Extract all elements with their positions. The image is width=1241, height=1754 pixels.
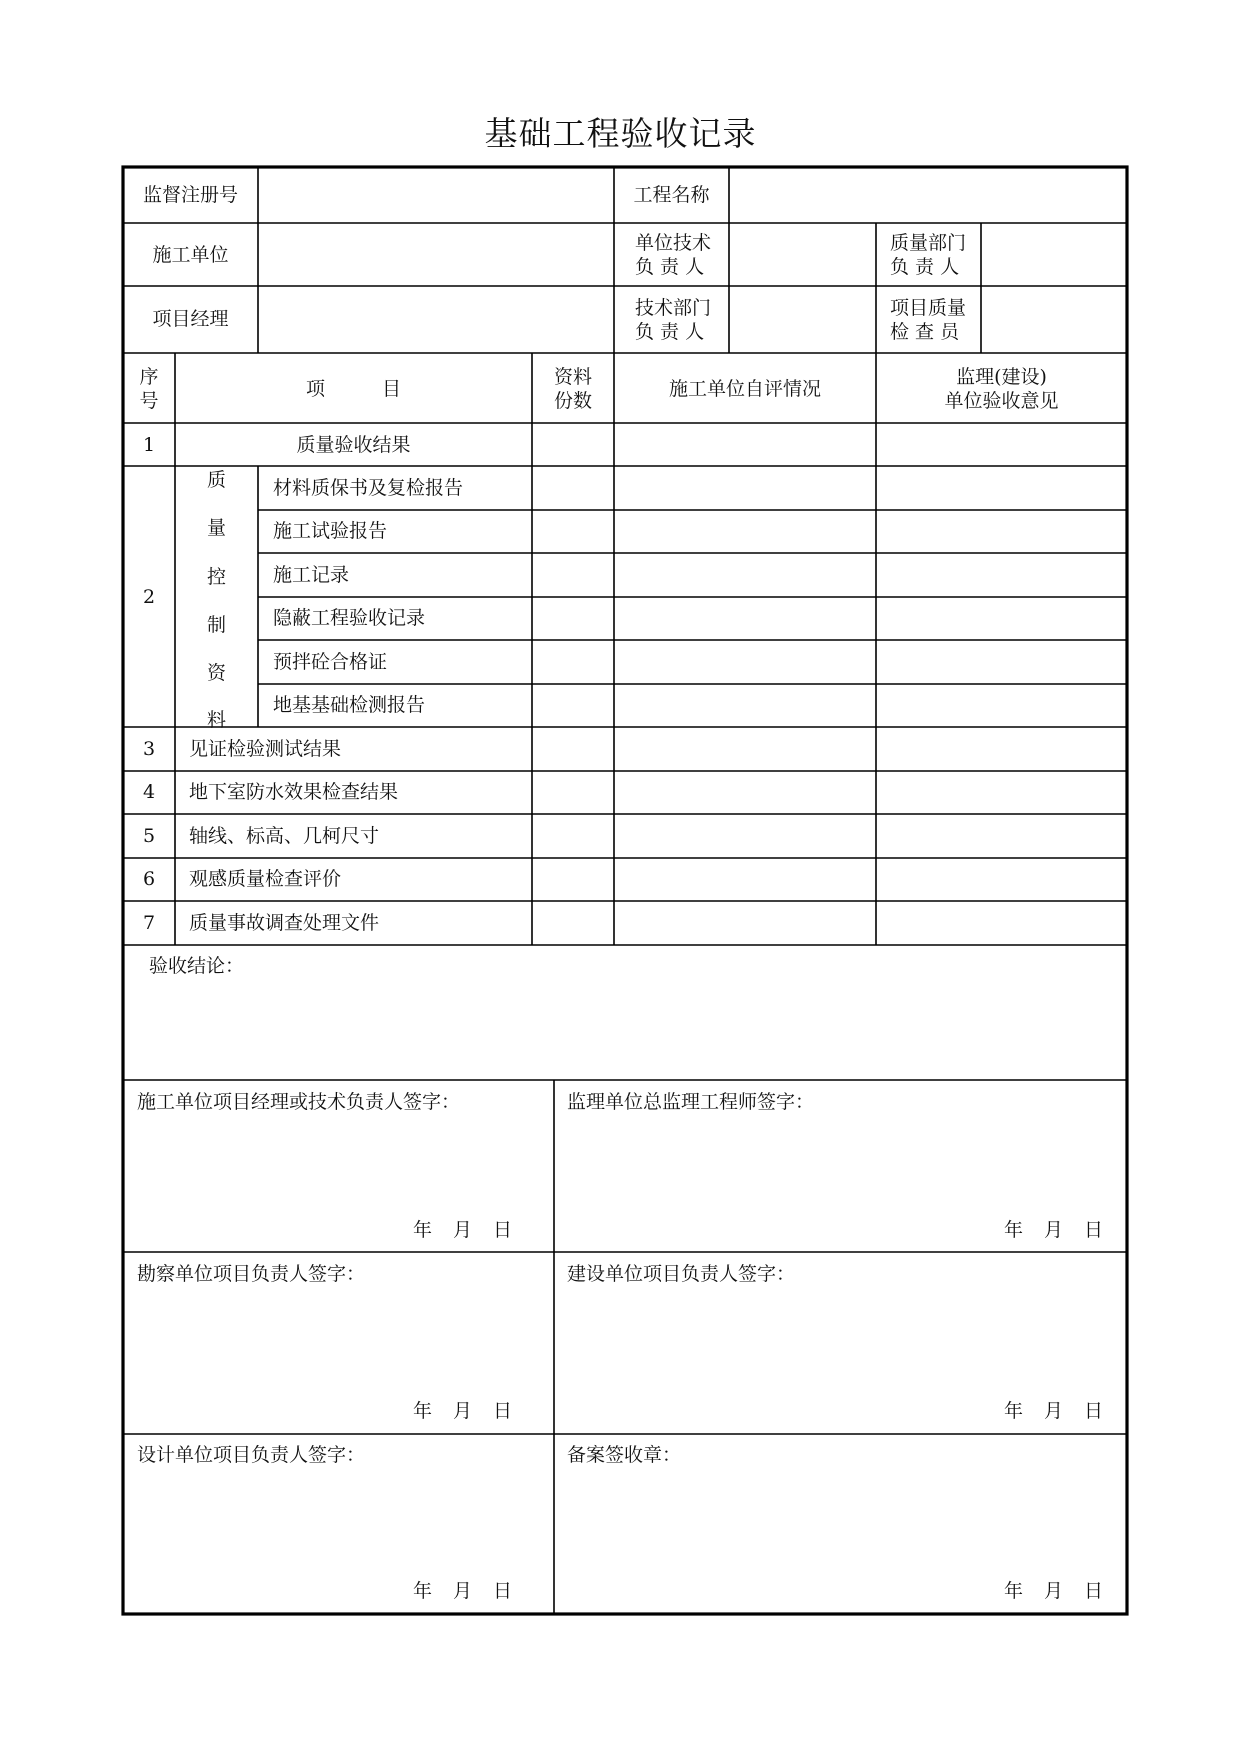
reg-no-label: 监督注册号 — [142, 184, 238, 206]
tech-lead-label-1: 单位技术 — [635, 232, 712, 254]
group2-label-char: 控 — [206, 566, 226, 588]
group2-item: 材料质保书及复检报告 — [273, 477, 464, 499]
row-no: 3 — [142, 738, 156, 760]
tech-dept-lead-label-2: 负 责 人 — [635, 321, 705, 343]
row-no: 5 — [142, 825, 156, 847]
signature-owner-label: 建设单位项目负责人签字： — [567, 1263, 796, 1285]
col-self-eval: 施工单位自评情况 — [668, 378, 821, 400]
date-month: 月 — [453, 1219, 473, 1241]
date-year: 年 — [1004, 1580, 1024, 1602]
constructor-label: 施工单位 — [152, 244, 229, 266]
quality-dept-lead-label-2: 负 责 人 — [890, 256, 960, 278]
row-item: 见证检验测试结果 — [189, 738, 342, 760]
date-day: 日 — [1084, 1580, 1104, 1602]
col-item: 项 目 — [305, 378, 401, 400]
date-year: 年 — [413, 1400, 433, 1422]
row-item: 质量事故调查处理文件 — [189, 912, 380, 934]
col-copies-2: 份数 — [553, 390, 592, 412]
date-month: 月 — [1044, 1580, 1064, 1602]
date-day: 日 — [493, 1219, 513, 1241]
date-month: 月 — [453, 1580, 473, 1602]
col-seq-2: 号 — [139, 390, 159, 412]
conclusion-label: 验收结论： — [149, 955, 245, 977]
col-seq-1: 序 — [139, 366, 159, 388]
tech-dept-lead-label-1: 技术部门 — [635, 297, 712, 319]
date-day: 日 — [1084, 1400, 1104, 1422]
group2-label-char: 制 — [206, 614, 226, 636]
col-copies-1: 资料 — [553, 366, 592, 388]
signature-supervisor-label: 监理单位总监理工程师签字： — [567, 1091, 815, 1113]
col-supervisor-2: 单位验收意见 — [944, 390, 1059, 412]
row-item: 观感质量检查评价 — [189, 868, 342, 890]
group2-label-char: 料 — [206, 709, 226, 731]
group2-label-char: 质 — [206, 469, 226, 491]
row-no: 7 — [142, 912, 156, 934]
filing-stamp-label: 备案签收章： — [567, 1444, 682, 1466]
row-no: 6 — [142, 868, 156, 890]
signature-design-label: 设计单位项目负责人签字： — [137, 1444, 366, 1466]
group2-no: 2 — [142, 586, 156, 608]
page-title: 基础工程验收记录 — [484, 114, 757, 153]
group2-item: 隐蔽工程验收记录 — [273, 607, 426, 629]
date-day: 日 — [493, 1580, 513, 1602]
group2-item: 施工记录 — [273, 564, 350, 586]
col-supervisor-1: 监理(建设) — [956, 366, 1047, 388]
date-year: 年 — [413, 1580, 433, 1602]
row-item: 轴线、标高、几柯尺寸 — [189, 825, 380, 847]
row-no: 4 — [142, 781, 156, 803]
row-item: 质量验收结果 — [296, 434, 411, 456]
quality-dept-lead-label-1: 质量部门 — [890, 232, 967, 254]
row-item: 地下室防水效果检查结果 — [189, 781, 399, 803]
tech-lead-label-2: 负 责 人 — [635, 256, 705, 278]
project-name-label: 工程名称 — [633, 184, 710, 206]
date-year: 年 — [1004, 1400, 1024, 1422]
group2-item: 地基基础检测报告 — [273, 694, 426, 716]
date-year: 年 — [1004, 1219, 1024, 1241]
date-year: 年 — [413, 1219, 433, 1241]
date-day: 日 — [1084, 1219, 1104, 1241]
date-month: 月 — [453, 1400, 473, 1422]
group2-item: 预拌砼合格证 — [273, 651, 388, 673]
signature-survey-label: 勘察单位项目负责人签字： — [137, 1263, 366, 1285]
group2-label-char: 资 — [206, 662, 226, 684]
group2-item: 施工试验报告 — [273, 520, 388, 542]
group2-label-char: 量 — [206, 517, 226, 539]
date-month: 月 — [1044, 1219, 1064, 1241]
date-month: 月 — [1044, 1400, 1064, 1422]
quality-inspector-label-1: 项目质量 — [890, 297, 967, 319]
row-no: 1 — [142, 434, 156, 456]
signature-constructor-label: 施工单位项目经理或技术负责人签字： — [137, 1091, 461, 1113]
date-day: 日 — [493, 1400, 513, 1422]
project-manager-label: 项目经理 — [152, 308, 229, 330]
quality-inspector-label-2: 检 查 员 — [890, 321, 960, 343]
